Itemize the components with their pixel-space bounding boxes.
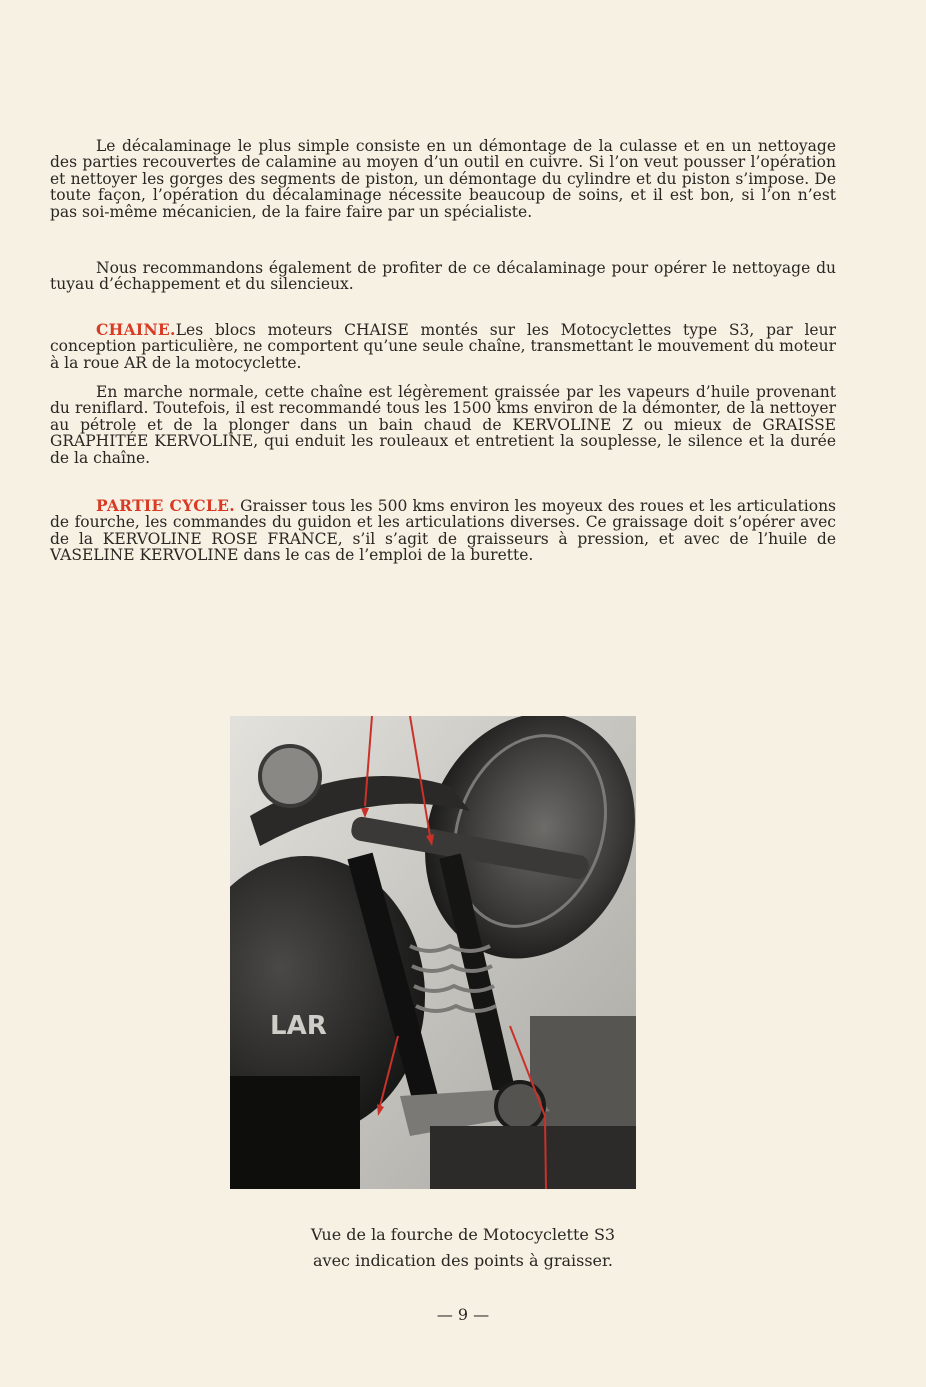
page-number: — 9 — bbox=[436, 1305, 490, 1324]
paragraph-decalaminage bbox=[50, 138, 836, 220]
paragraph-1: Le décalaminage le plus simple consiste en un démontage de la culasse et en un nettoyage des parties recouvertes de calamine au moyen d’un outil en cuivre. Si l’on veut pousser l’opération et nettoyer les gorges des segments de piston, un démontage du cylindre et du piston s’impose. De toute façon, l’opération du décalaminage nécessite beaucoup de soins, et il est bon, si l’on n’est pas soi-même mécanicien, de la faire faire par un spécialiste. bbox=[50, 137, 836, 221]
paragraph-2: Nous recommandons également de profiter de ce décalaminage pour opérer le nettoyage du tuyau d’échappement et du silencieux. bbox=[50, 259, 836, 294]
tank-lettering: LAR bbox=[270, 1011, 327, 1041]
photo-caption bbox=[200, 1222, 726, 1274]
steering-damper-knob bbox=[260, 746, 320, 806]
paragraph-3 bbox=[50, 322, 836, 371]
paragraph-3-text: Les blocs moteurs CHAISE montés sur les Motocyclettes type S3, par leur conception particulière, ne comportent qu’une seule chaîne, transmettant le mouvement du moteur à la roue AR de la motocyclette. bbox=[50, 321, 836, 372]
heading-partie-cycle: PARTIE CYCLE. bbox=[96, 496, 235, 515]
engine-block bbox=[230, 1076, 360, 1189]
heading-chaine: CHAINE. bbox=[96, 320, 176, 339]
mudguard bbox=[430, 1126, 636, 1189]
paragraph-5 bbox=[50, 498, 836, 564]
paragraph-4: En marche normale, cette chaîne est légèrement graissée par les vapeurs d’huile provenant du reniflard. Toutefois, il est recommandé tous les 1500 kms environ de la démonter, de la nettoyer au pétrole et de la plonger dans un bain chaud de KERVOLINE Z ou mieux de GRAISSE GRAPHITÉE KERVOLINE, qui enduit les rouleaux et entretient la souplesse, le silence et la durée de la chaîne. bbox=[50, 383, 836, 467]
link-pivot bbox=[496, 1082, 544, 1130]
paragraph-recommandation bbox=[50, 260, 836, 293]
section-partie-cycle bbox=[50, 498, 836, 564]
fork-photo-illustration bbox=[230, 716, 636, 1189]
fork-photo bbox=[230, 716, 636, 1189]
section-chaine bbox=[50, 322, 836, 371]
caption-line-2: avec indication des points à graisser. bbox=[312, 1251, 613, 1270]
paragraph-5-text: Graisser tous les 500 kms environ les moyeux des roues et les articulations de fourche, les commandes du guidon et les articulations diverses. Ce graissage doit s’opérer avec de la KERVOLINE ROSE FRANCE, s’il s’agit de graisseurs à pression, et avec de l’huile de VASELINE KERVOLINE dans le cas de l’emploi de la burette. bbox=[50, 497, 836, 565]
caption-line-1: Vue de la fourche de Motocyclette S3 bbox=[310, 1225, 616, 1244]
paragraph-entretien-chaine bbox=[50, 384, 836, 466]
